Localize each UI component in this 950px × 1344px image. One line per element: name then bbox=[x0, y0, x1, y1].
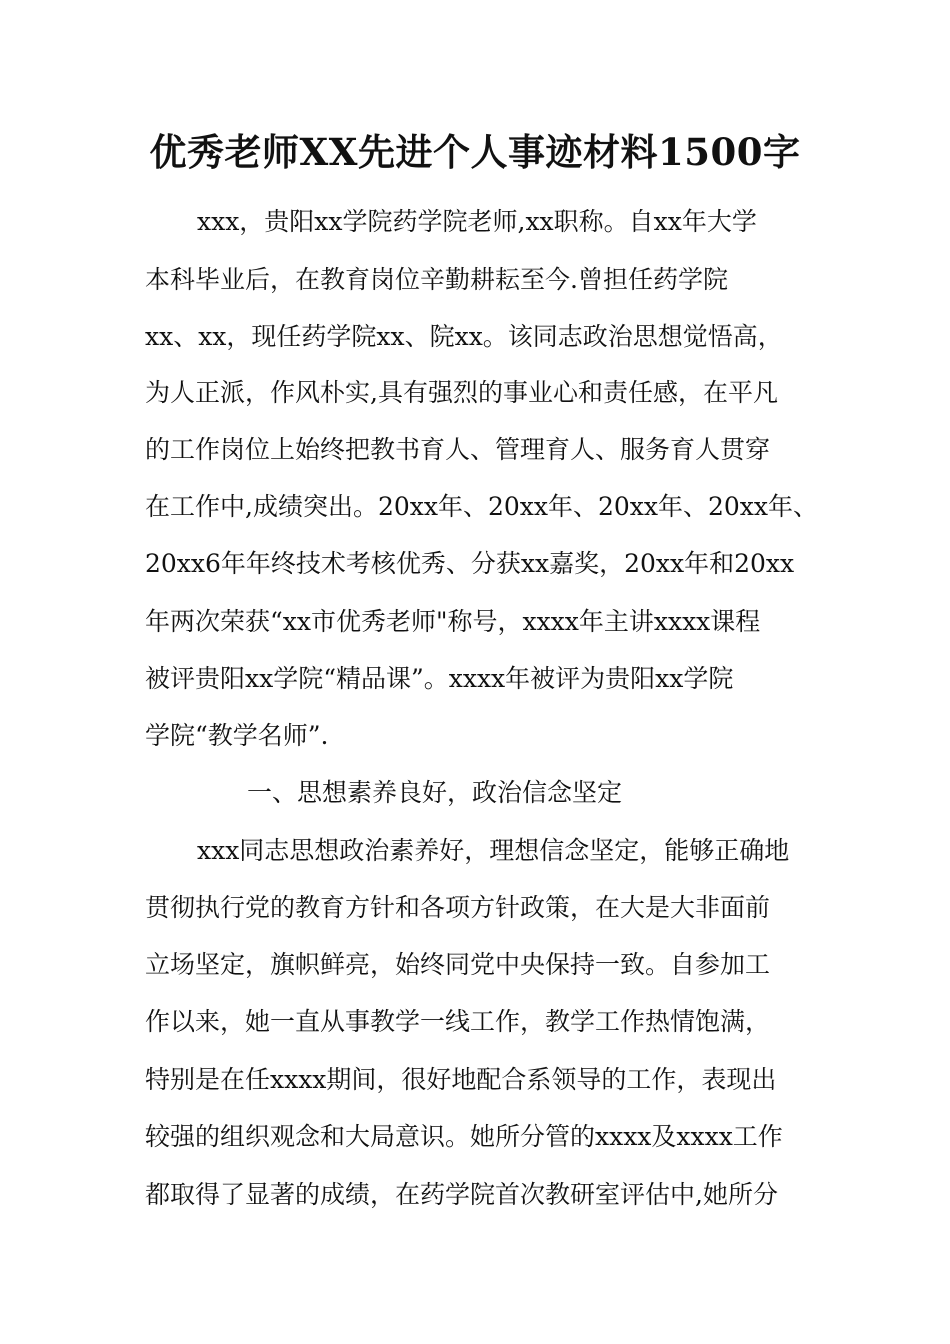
paragraph-1-line-2: 本科毕业后，在教育岗位辛勤耕耘至今.曾担任药学院 bbox=[145, 265, 728, 294]
document-title: 优秀老师XX先进个人事迹材料1500字 bbox=[149, 130, 801, 174]
paragraph-1-line-5: 的工作岗位上始终把教书育人、管理育人、服务育人贯穿 bbox=[145, 435, 771, 464]
section-heading-1: 一、思想素养良好，政治信念坚定 bbox=[247, 778, 623, 807]
paragraph-2-line-1: xxx同志思想政治素养好，理想信念坚定，能够正确地 bbox=[197, 836, 790, 865]
paragraph-1-line-9: 被评贵阳xx学院“精品课”。xxxx年被评为贵阳xx学院 bbox=[145, 664, 734, 693]
paragraph-1-line-1: xxx，贵阳xx学院药学院老师,xx职称。自xx年大学 bbox=[197, 207, 757, 236]
paragraph-1-line-4: 为人正派，作风朴实,具有强烈的事业心和责任感，在平凡 bbox=[145, 378, 778, 407]
paragraph-1-line-7: 20xx6年年终技术考核优秀、分获xx嘉奖，20xx年和20xx bbox=[145, 549, 795, 578]
paragraph-1-line-6: 在工作中,成绩突出。20xx年、20xx年、20xx年、20xx年、 bbox=[145, 492, 818, 521]
paragraph-1-line-10: 学院“教学名师”. bbox=[145, 721, 329, 750]
paragraph-1-line-3: xx、xx，现任药学院xx、院xx。该同志政治思想觉悟高， bbox=[145, 322, 783, 351]
paragraph-2-line-7: 都取得了显著的成绩，在药学院首次教研室评估中,她所分 bbox=[145, 1180, 778, 1209]
paragraph-2-line-5: 特别是在任xxxx期间，很好地配合系领导的工作，表现出 bbox=[145, 1065, 777, 1094]
paragraph-2-line-2: 贯彻执行党的教育方针和各项方针政策，在大是大非面前 bbox=[145, 893, 771, 922]
paragraph-2-line-6: 较强的组织观念和大局意识。她所分管的xxxx及xxxx工作 bbox=[145, 1122, 783, 1151]
paragraph-2-line-4: 作以来，她一直从事教学一线工作，教学工作热情饱满， bbox=[145, 1007, 771, 1036]
paragraph-2-line-3: 立场坚定，旗帜鲜亮，始终同党中央保持一致。自参加工 bbox=[145, 950, 771, 979]
paragraph-1-line-8: 年两次荣获“xx市优秀老师"称号，xxxx年主讲xxxx课程 bbox=[145, 607, 761, 636]
